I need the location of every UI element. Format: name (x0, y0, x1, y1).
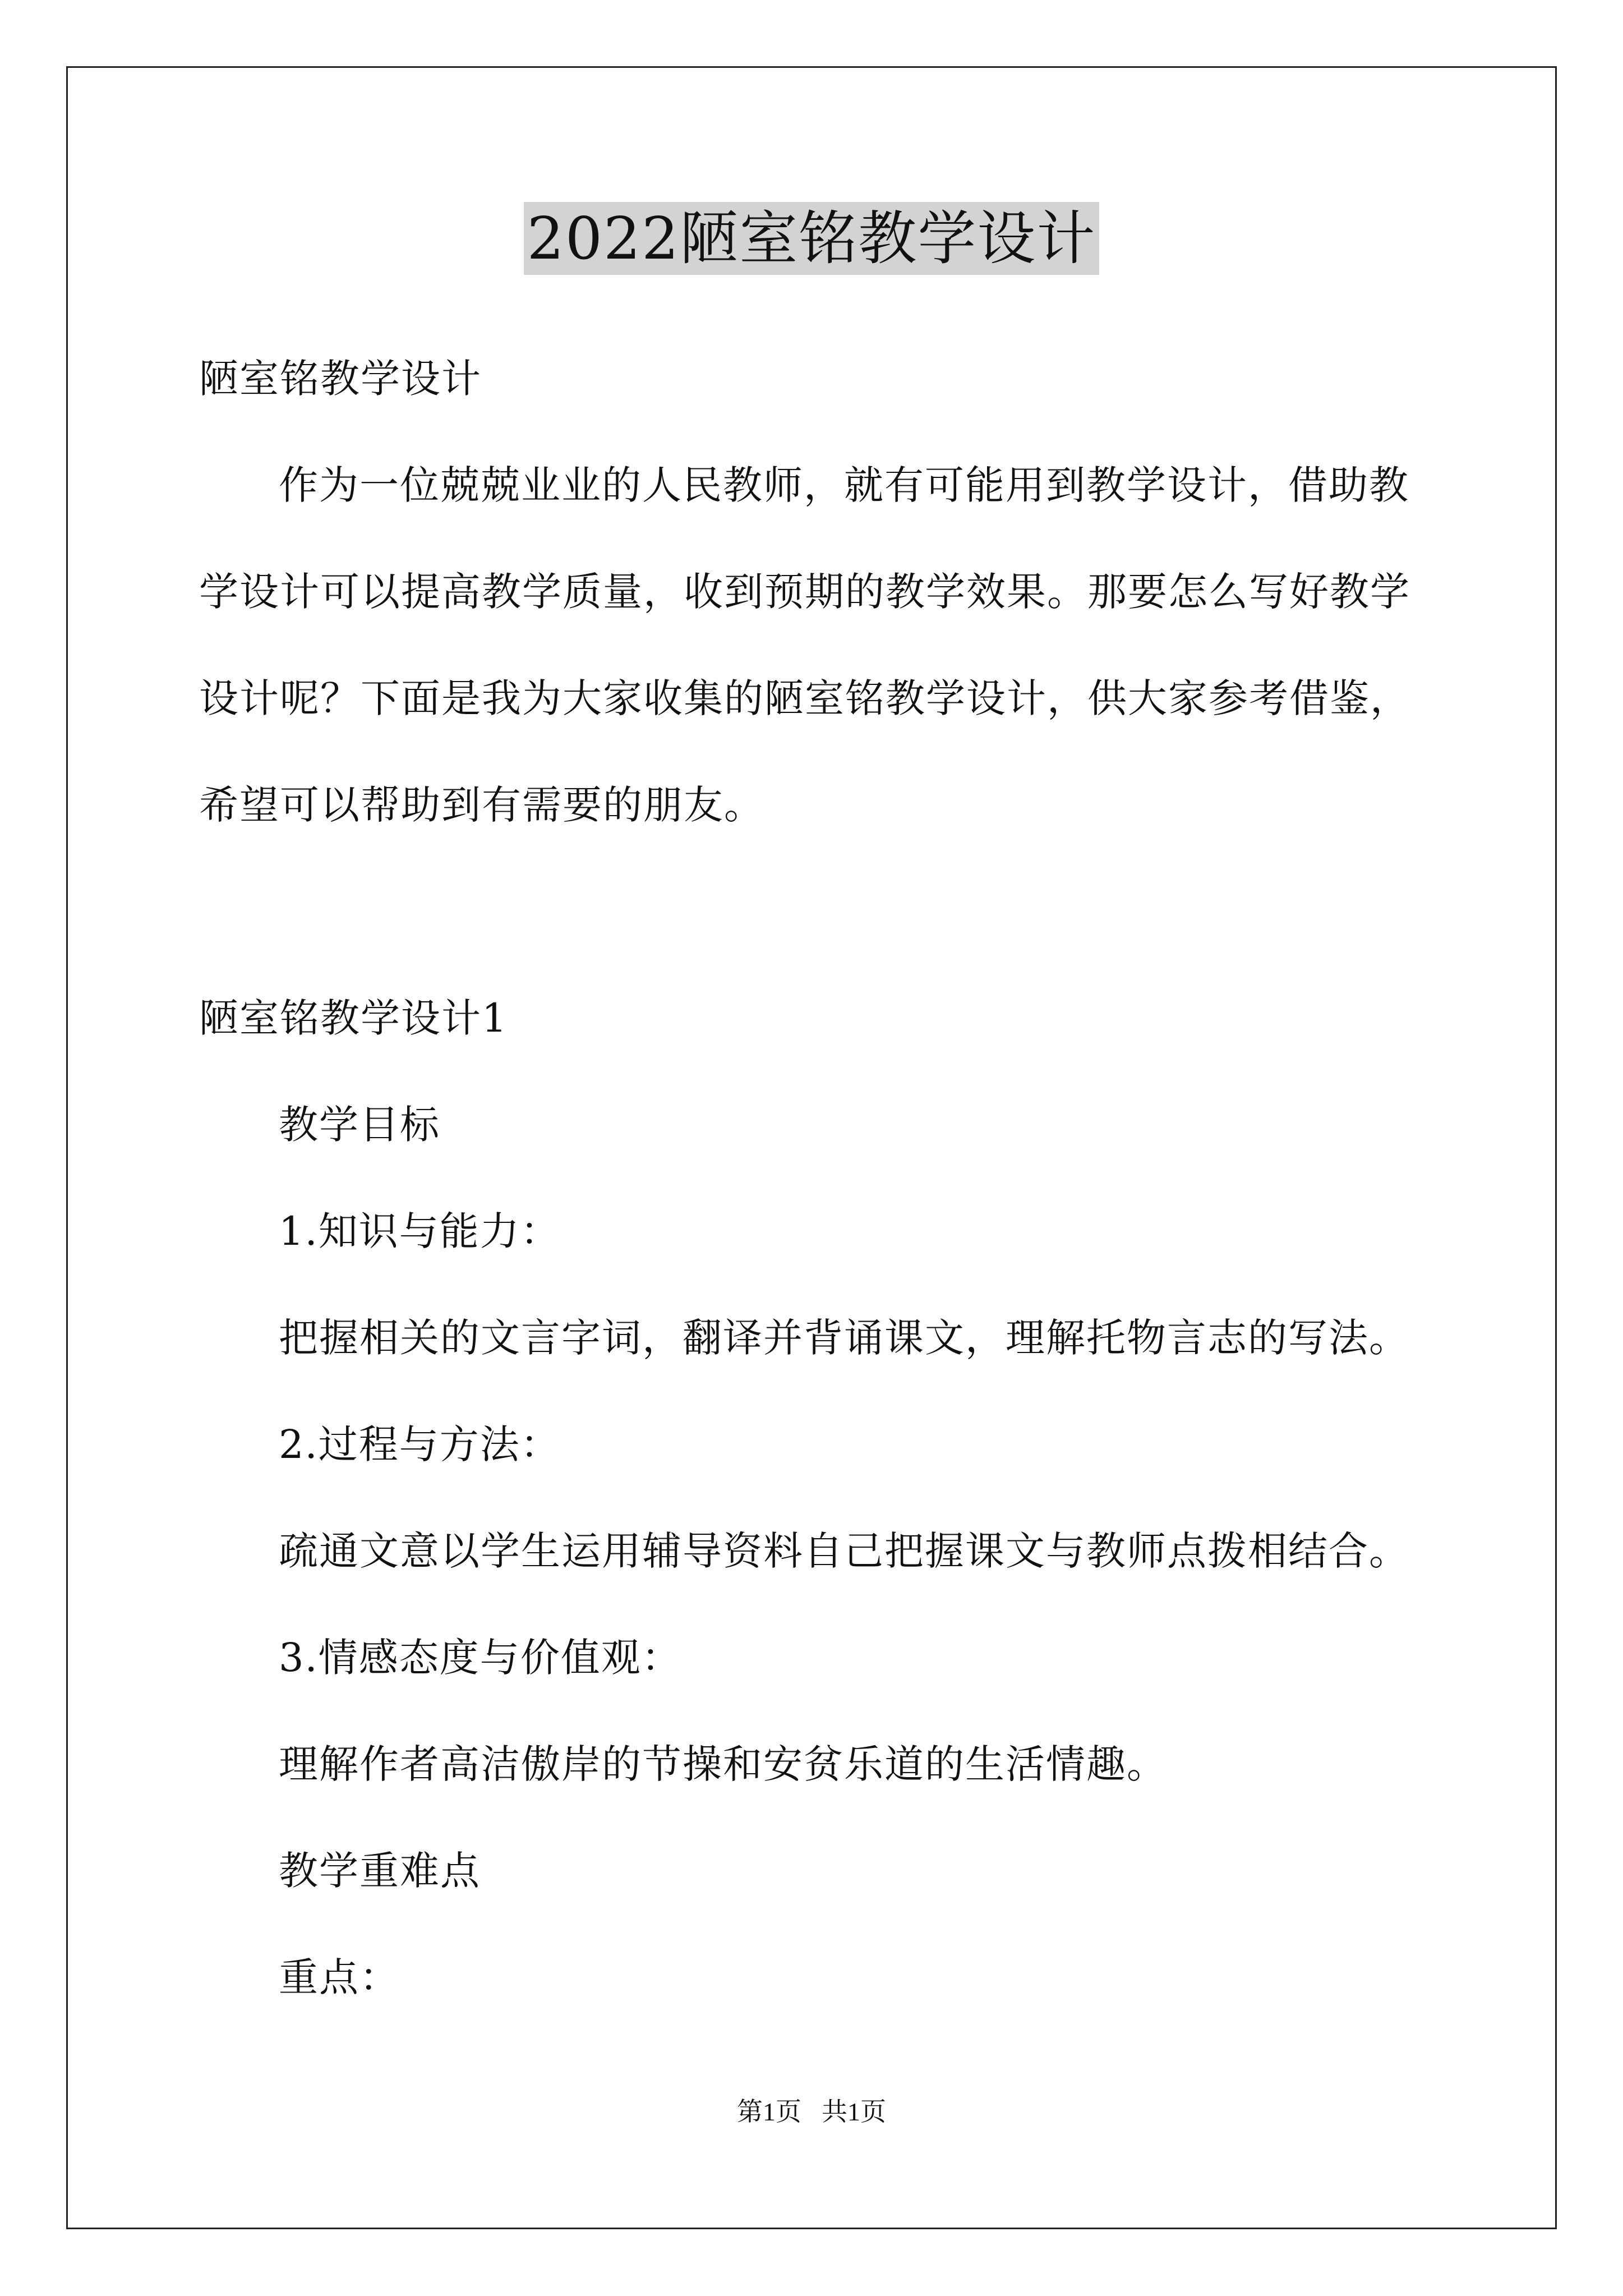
body-line: 把握相关的文言字词，翻译并背诵课文，理解托物言志的写法。 (279, 1315, 1409, 1361)
body-line: 理解作者高洁傲岸的节操和安贫乐道的生活情趣。 (279, 1741, 1167, 1787)
intro-line-1: 作为一位兢兢业业的人民教师，就有可能用到教学设计，借助教 (279, 462, 1409, 508)
body-line: 疏通文意以学生运用辅导资料自己把握课文与教师点拨相结合。 (279, 1528, 1409, 1574)
body-line: 教学目标 (279, 1102, 440, 1148)
intro-line-3: 设计呢？下面是我为大家收集的陋室铭教学设计，供大家参考借鉴， (199, 675, 1410, 721)
subtitle: 陋室铭教学设计 (199, 356, 482, 402)
title-container (0, 202, 1623, 275)
page-footer (0, 2095, 1623, 2129)
intro-line-4: 希望可以帮助到有需要的朋友。 (199, 782, 764, 828)
document-title: 2022陋室铭教学设计 (524, 202, 1100, 275)
page-number-current: 第1页 (737, 2097, 801, 2126)
body-line: 3.情感态度与价值观： (279, 1635, 682, 1681)
body-line: 重点： (279, 1954, 400, 2000)
section-heading: 陋室铭教学设计1 (199, 995, 508, 1041)
body-line: 1.知识与能力： (279, 1208, 561, 1254)
body-line: 教学重难点 (279, 1848, 481, 1894)
intro-line-2: 学设计可以提高教学质量，收到预期的教学效果。那要怎么写好教学 (199, 569, 1410, 615)
body-line: 2.过程与方法： (279, 1421, 561, 1467)
page-number-total: 共1页 (822, 2097, 886, 2126)
